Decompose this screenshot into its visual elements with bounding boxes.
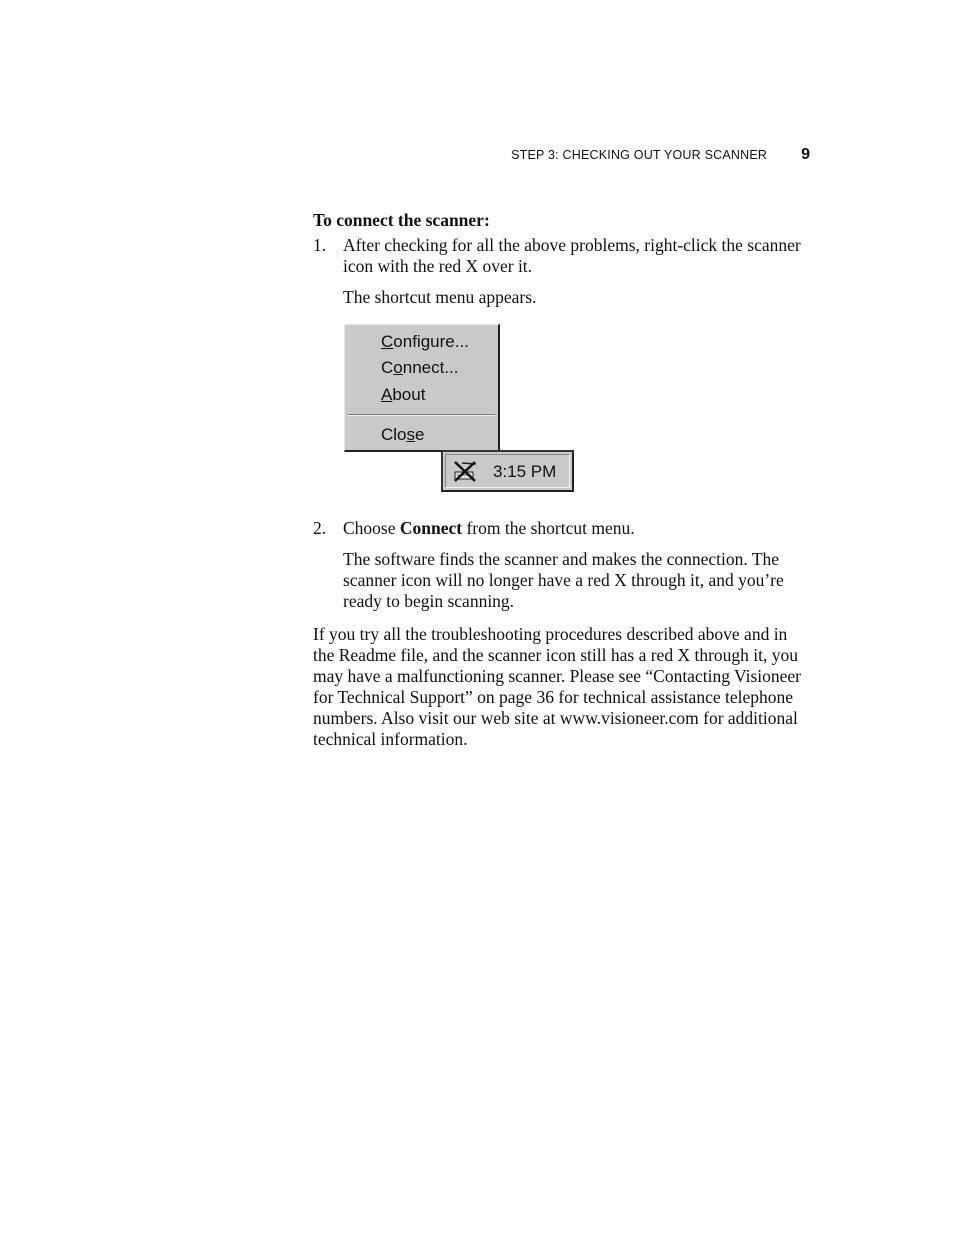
closing-paragraph: If you try all the troubleshooting procedures described above and in the Readme file, and the scanner icon still has a red X through it, you may have a malfunctioning scanner. Please see “Contacting Visioneer for Technical Support” on page 36 for technical assistance telephone numbers. Also visit our web site at www.visioneer.com for additional technical information. [313,624,801,749]
scanner-disconnected-icon[interactable] [452,460,480,484]
step-2 [313,518,813,539]
menu-item-about[interactable]: About [381,385,426,404]
section-heading: To connect the scanner: [313,210,490,230]
step-2-note: The software finds the scanner and makes the connection. The scanner icon will no longer have a red X through it, and you’re ready to begin scanning. [343,549,784,611]
step-1 [313,235,813,277]
page-content [313,210,813,750]
system-tray [441,450,574,492]
running-header [480,146,810,164]
step-1-text: After checking for all the above problems, right-click the scanner icon with the red X over it. [343,235,801,276]
menu-separator [348,414,495,416]
step-1-number: 1. [313,235,327,255]
shortcut-menu [344,324,500,452]
menu-item-connect[interactable]: Connect... [381,358,459,377]
step-1-note: The shortcut menu appears. [343,287,537,307]
menu-item-configure[interactable]: Configure... [381,332,469,351]
menu-item-close[interactable]: Close [381,425,425,444]
tray-inset [445,454,570,488]
shortcut-menu-screenshot [344,324,576,494]
chapter-title: STEP 3: CHECKING OUT YOUR SCANNER [511,148,768,162]
step-2-number: 2. [313,518,327,538]
connect-keyword: Connect [399,518,463,538]
page-number: 9 [801,146,810,163]
step-2-text: Choose Connect from the shortcut menu. [343,518,635,538]
tray-clock: 3:15 PM [493,462,557,481]
